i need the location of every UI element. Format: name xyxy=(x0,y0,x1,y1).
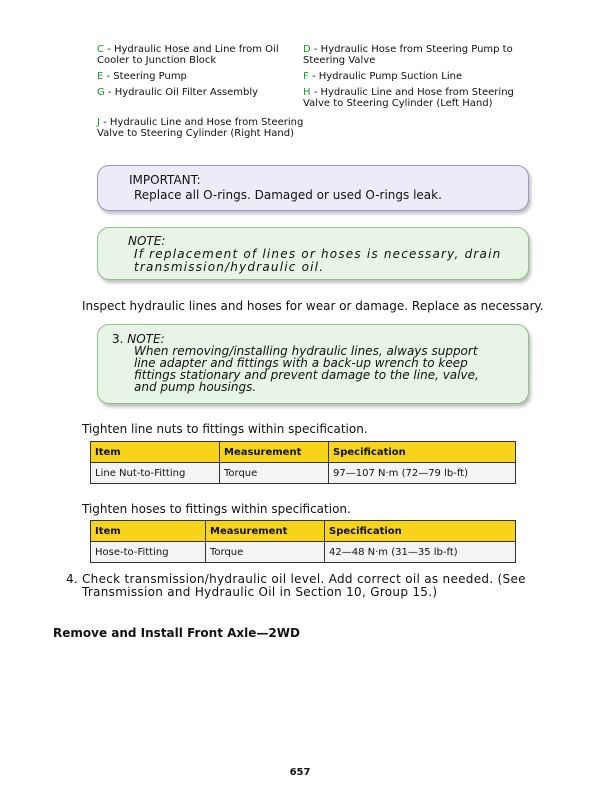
column-header-item: Item xyxy=(91,442,220,463)
spec-table-line-nut xyxy=(90,441,516,484)
legend-text: - Hydraulic Hose and Line from Oil Cooler to Junction Block xyxy=(97,44,279,66)
legend-item-g xyxy=(97,87,303,109)
column-header-item: Item xyxy=(91,521,206,542)
note-title: NOTE: xyxy=(128,234,166,248)
legend-item-j xyxy=(97,117,317,139)
legend xyxy=(97,44,527,139)
legend-key: F xyxy=(303,71,309,82)
table-row xyxy=(91,463,516,484)
legend-text: - Hydraulic Pump Suction Line xyxy=(308,71,463,82)
table1-intro: Tighten line nuts to fittings within specification. xyxy=(82,422,368,436)
cell-specification: 97—107 N·m (72—79 lb-ft) xyxy=(329,463,516,484)
cell-item: Hose-to-Fitting xyxy=(91,542,206,563)
legend-item-h xyxy=(303,87,523,109)
column-header-specification: Specification xyxy=(325,521,516,542)
legend-text: - Hydraulic Line and Hose from Steering Valve to Steering Cylinder (Left Hand) xyxy=(303,87,514,109)
legend-key: J xyxy=(97,117,100,128)
column-header-measurement: Measurement xyxy=(220,442,329,463)
cell-item: Line Nut-to-Fitting xyxy=(91,463,220,484)
important-callout xyxy=(97,165,529,211)
cell-measurement: Torque xyxy=(206,542,325,563)
important-text: Replace all O-rings. Damaged or used O-rings leak. xyxy=(134,188,442,202)
legend-text: - Hydraulic Hose from Steering Pump to Steering Valve xyxy=(303,44,513,66)
note-text: When removing/installing hydraulic lines, always support line adapter and fittings with a back-up wrench to keep fittings stationary and prevent damage to the line, valve, and pump housings. xyxy=(134,344,479,394)
legend-key: H xyxy=(303,87,311,98)
legend-text: - Hydraulic Oil Filter Assembly xyxy=(104,87,259,98)
page-number: 657 xyxy=(289,767,311,778)
legend-text: - Hydraulic Line and Hose from Steering Valve to Steering Cylinder (Right Hand) xyxy=(97,117,304,139)
section-heading: Remove and Install Front Axle—2WD xyxy=(53,626,300,640)
spec-table-hose xyxy=(90,520,516,563)
column-header-measurement: Measurement xyxy=(206,521,325,542)
step-text-line1: Check transmission/hydraulic oil level. Add correct oil as needed. (See xyxy=(82,572,526,586)
legend-key: C xyxy=(97,44,104,55)
legend-text: - Steering Pump xyxy=(103,71,187,82)
important-title: IMPORTANT: xyxy=(129,173,201,187)
step-text-line2: Transmission and Hydraulic Oil in Section 10, Group 15.) xyxy=(82,585,438,599)
legend-key: G xyxy=(97,87,105,98)
note-callout-wrench xyxy=(97,324,529,404)
note-text: If replacement of lines or hoses is necessary, drain transmission/hydraulic oil. xyxy=(134,247,502,274)
column-header-specification: Specification xyxy=(329,442,516,463)
table-header-row xyxy=(91,521,516,542)
note-title: NOTE: xyxy=(127,332,165,346)
note-callout-drain xyxy=(97,227,529,280)
legend-key: E xyxy=(97,71,104,82)
inspect-paragraph: Inspect hydraulic lines and hoses for wear or damage. Replace as necessary. xyxy=(82,299,544,313)
table-row xyxy=(91,542,516,563)
cell-specification: 42—48 N·m (31—35 lb-ft) xyxy=(325,542,516,563)
table2-intro: Tighten hoses to fittings within specification. xyxy=(82,502,351,516)
legend-item-c xyxy=(97,44,303,66)
legend-item-e xyxy=(97,71,303,82)
legend-key: D xyxy=(303,44,311,55)
step-number: 4. xyxy=(66,572,79,586)
step-number: 3. xyxy=(112,332,124,346)
cell-measurement: Torque xyxy=(220,463,329,484)
table-header-row xyxy=(91,442,516,463)
legend-item-f xyxy=(303,71,523,82)
legend-item-d xyxy=(303,44,523,66)
step-4 xyxy=(66,573,546,599)
